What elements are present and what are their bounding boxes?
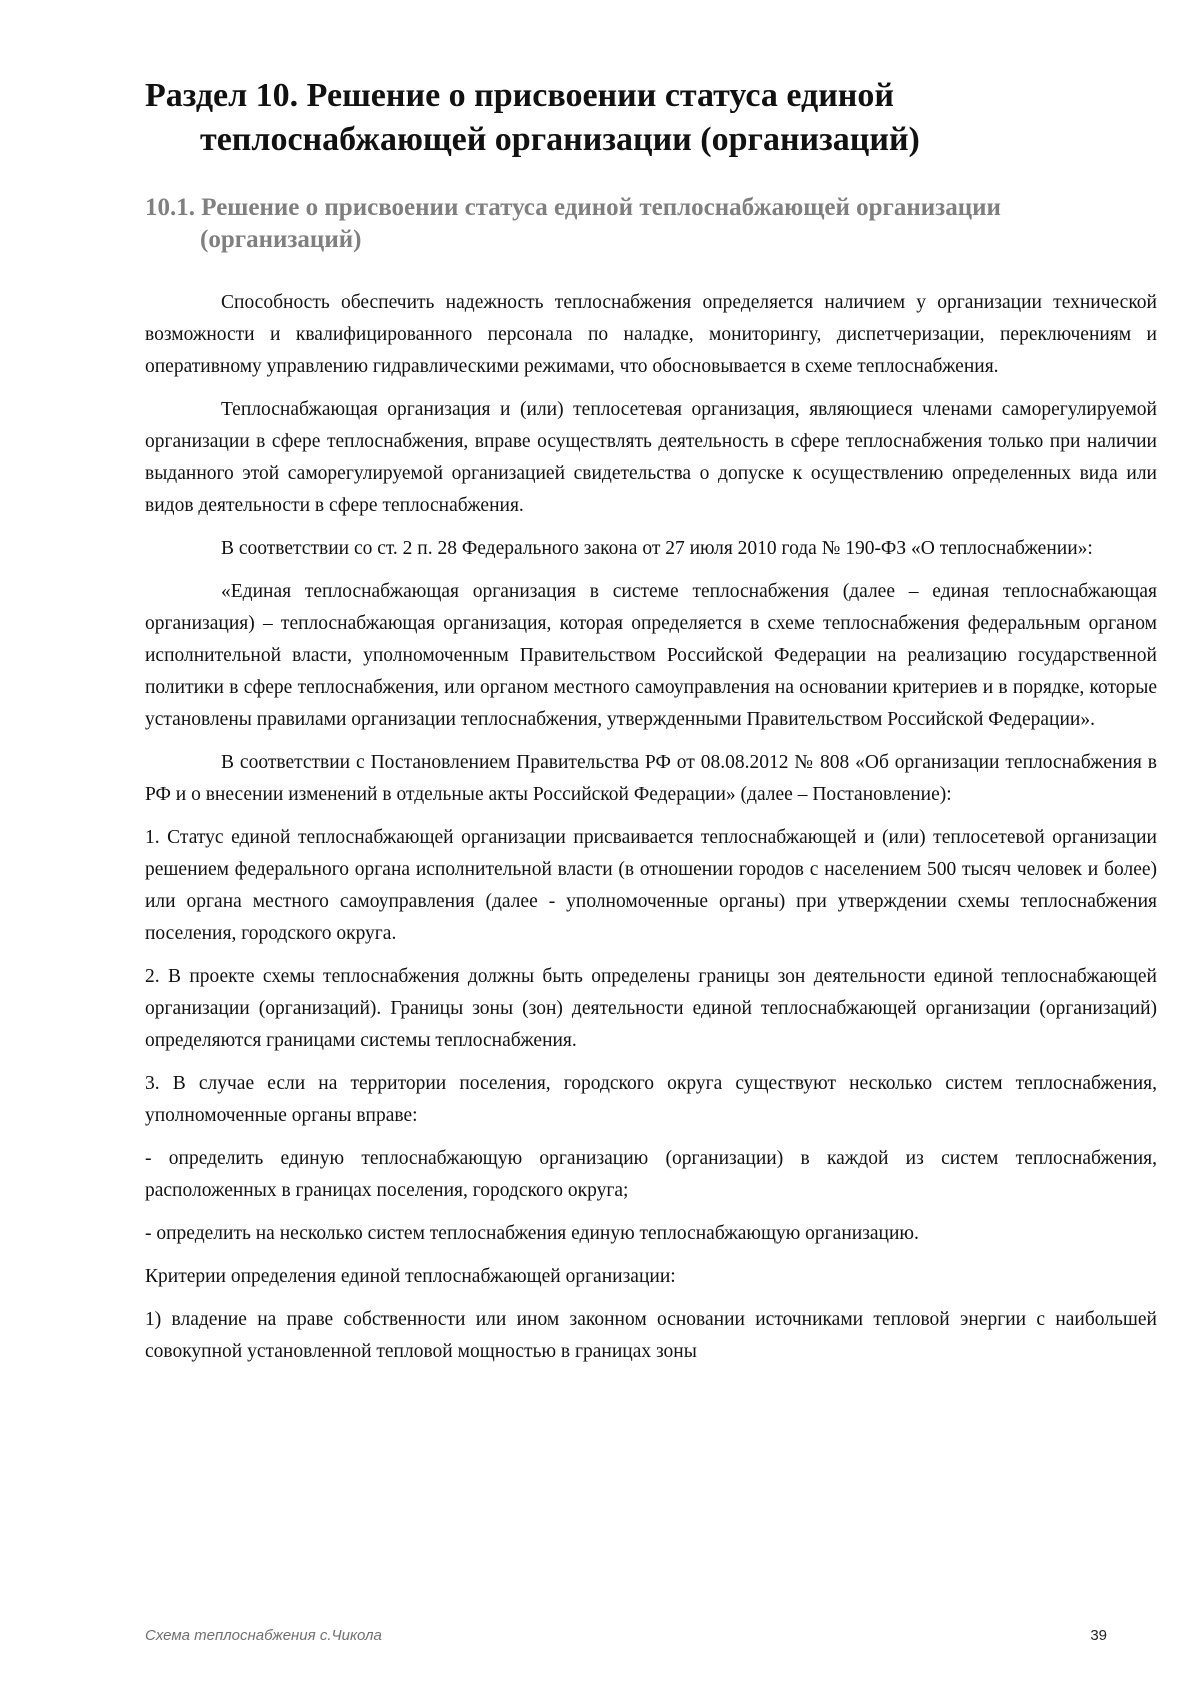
criteria-heading: Критерии определения единой теплоснабжающей организации: [145,1266,676,1287]
page-content [145,74,1157,1379]
page-footer [145,1627,1107,1649]
footer-title: Схема теплоснабжения с.Чикола [145,1627,382,1644]
section-heading: Раздел 10. Решение о присвоении статуса единой теплоснабжающей организации (организаций) [145,77,920,158]
list-item-3: 3. В случае если на территории поселения, городского округа существуют несколько систем теплоснабжения, уполномоченные органы вправе: [145,1073,1157,1126]
subsection-heading: 10.1. Решение о присвоении статуса единой теплоснабжающей организации (организаций) [145,194,1001,253]
paragraph-reliability: Способность обеспечить надежность теплоснабжения определяется наличием у организации технической возможности и квалифицированного персонала по наладке, мониторингу, диспетчеризации, переключениям и оперативному управлению гидравлическими режимами, что обосновывается в схеме теплоснабжения. [145,292,1157,377]
criteria-item-1: 1) владение на праве собственности или ином законном основании источниками тепловой энергии с наибольшей совокупной установленной тепловой мощностью в границах зоны [145,1309,1157,1362]
paragraph-law-quote: «Единая теплоснабжающая организация в системе теплоснабжения (далее – единая теплоснабжающая организация) – теплоснабжающая организация, которая определяется в схеме теплоснабжения федеральным органом исполнительной власти, уполномоченным Правительством Российской Федерации на реализацию государственной политики в сфере теплоснабжения, или органом местного самоуправления на основании критериев и в порядке, которые установлены правилами организации теплоснабжения, утвержденными Правительством Российской Федерации». [145,581,1157,730]
list-subitem-1: - определить единую теплоснабжающую организацию (организации) в каждой из систем теплоснабжения, расположенных в границах поселения, городского округа; [145,1148,1157,1201]
body-text [145,287,1157,1368]
paragraph-sro: Теплоснабжающая организация и (или) теплосетевая организация, являющиеся членами саморегулируемой организации в сфере теплоснабжения, вправе осуществлять деятельность в сфере теплоснабжения только при наличии выданного этой саморегулируемой организацией свидетельства о допуске к осуществлению определенных вида или видов деятельности в сфере теплоснабжения. [145,399,1157,516]
paragraph-resolution-reference: В соответствии с Постановлением Правительства РФ от 08.08.2012 № 808 «Об организации теплоснабжения в РФ и о внесении изменений в отдельные акты Российской Федерации» (далее – Постановление): [145,752,1157,805]
list-item-1: 1. Статус единой теплоснабжающей организации присваивается теплоснабжающей и (или) теплосетевой организации решением федерального органа исполнительной власти (в отношении городов с населением 500 тысяч человек и более) или органа местного самоуправления (далее - уполномоченные органы) при утверждении схемы теплоснабжения поселения, городского округа. [145,827,1157,944]
list-item-2: 2. В проекте схемы теплоснабжения должны быть определены границы зон деятельности единой теплоснабжающей организации (организаций). Границы зоны (зон) деятельности единой теплоснабжающей организации (организаций) определяются границами системы теплоснабжения. [145,966,1157,1051]
paragraph-law-reference: В соответствии со ст. 2 п. 28 Федерального закона от 27 июля 2010 года № 190-ФЗ «О теплоснабжении»: [221,538,1093,559]
page-number: 39 [1090,1627,1107,1644]
list-subitem-2: - определить на несколько систем теплоснабжения единую теплоснабжающую организацию. [145,1223,919,1244]
